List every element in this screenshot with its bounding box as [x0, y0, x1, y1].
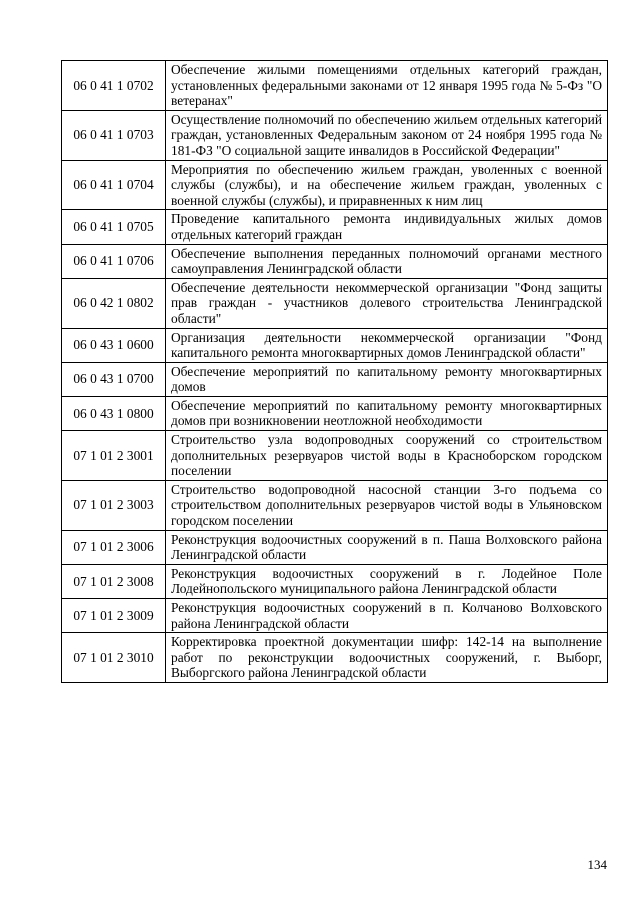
- row-description-cell: Строительство водопроводной насосной станции 3-го подъема со строительством дополнительных резервуаров чистой воды в Ульяновском городском поселении: [166, 480, 608, 530]
- row-description-cell: Корректировка проектной документации шифр: 142-14 на выполнение работ по реконструкции водоочистных сооружений, г. Выборг, Выборгского района Ленинградской области: [166, 633, 608, 683]
- table-row: [62, 530, 608, 564]
- row-description-cell: Обеспечение мероприятий по капитальному ремонту многоквартирных домов: [166, 362, 608, 396]
- row-code-cell: 07 1 01 2 3003: [62, 480, 166, 530]
- document-page: [61, 60, 608, 683]
- row-description-cell: Обеспечение жилыми помещениями отдельных категорий граждан, установленных федеральными законами от 12 января 1995 года № 5-Фз "О ветеранах": [166, 61, 608, 111]
- table-row: [62, 396, 608, 430]
- row-code-cell: 06 0 41 1 0702: [62, 61, 166, 111]
- table-row: [62, 599, 608, 633]
- row-code-cell: 06 0 41 1 0705: [62, 210, 166, 244]
- row-description-cell: Мероприятия по обеспечению жильем граждан, уволенных с военной службы (службы), и на обеспечение жильем граждан, уволенных с военной службы (службы), и приравненных к ним лиц: [166, 160, 608, 210]
- row-description-cell: Осуществление полномочий по обеспечению жильем отдельных категорий граждан, установленных Федеральным законом от 24 ноября 1995 года № 181-ФЗ "О социальной защите инвалидов в Российской Федерации": [166, 110, 608, 160]
- row-code-cell: 07 1 01 2 3009: [62, 599, 166, 633]
- table-row: [62, 160, 608, 210]
- row-description-cell: Проведение капитального ремонта индивидуальных жилых домов отдельных категорий граждан: [166, 210, 608, 244]
- table-row: [62, 110, 608, 160]
- row-description-cell: Строительство узла водопроводных сооружений со строительством дополнительных резервуаров чистой воды в Красноборском городском поселении: [166, 431, 608, 481]
- table-row: [62, 431, 608, 481]
- row-code-cell: 06 0 41 1 0706: [62, 244, 166, 278]
- row-description-cell: Реконструкция водоочистных сооружений в п. Паша Волховского района Ленинградской области: [166, 530, 608, 564]
- table-row: [62, 480, 608, 530]
- row-code-cell: 06 0 42 1 0802: [62, 278, 166, 328]
- budget-classification-table: [61, 60, 608, 683]
- row-description-cell: Обеспечение деятельности некоммерческой организации "Фонд защиты прав граждан - участников долевого строительства Ленинградской области": [166, 278, 608, 328]
- row-code-cell: 06 0 43 1 0600: [62, 328, 166, 362]
- row-code-cell: 07 1 01 2 3006: [62, 530, 166, 564]
- page-number: 134: [587, 857, 607, 872]
- row-description-cell: Обеспечение выполнения переданных полномочий органами местного самоуправления Ленинградской области: [166, 244, 608, 278]
- row-description-cell: Реконструкция водоочистных сооружений в п. Колчаново Волховского района Ленинградской области: [166, 599, 608, 633]
- table-row: [62, 244, 608, 278]
- table-row: [62, 564, 608, 598]
- row-code-cell: 06 0 41 1 0703: [62, 110, 166, 160]
- table-row: [62, 633, 608, 683]
- table-row: [62, 362, 608, 396]
- row-description-cell: Обеспечение мероприятий по капитальному ремонту многоквартирных домов при возникновении неотложной необходимости: [166, 396, 608, 430]
- table-row: [62, 61, 608, 111]
- row-code-cell: 06 0 43 1 0800: [62, 396, 166, 430]
- row-code-cell: 07 1 01 2 3001: [62, 431, 166, 481]
- row-code-cell: 07 1 01 2 3008: [62, 564, 166, 598]
- row-code-cell: 07 1 01 2 3010: [62, 633, 166, 683]
- row-code-cell: 06 0 43 1 0700: [62, 362, 166, 396]
- row-code-cell: 06 0 41 1 0704: [62, 160, 166, 210]
- table-body: [62, 61, 608, 683]
- row-description-cell: Организация деятельности некоммерческой организации "Фонд капитального ремонта многоквартирных домов Ленинградской области": [166, 328, 608, 362]
- table-row: [62, 278, 608, 328]
- table-row: [62, 328, 608, 362]
- table-row: [62, 210, 608, 244]
- row-description-cell: Реконструкция водоочистных сооружений в г. Лодейное Поле Лодейнопольского муниципального района Ленинградской области: [166, 564, 608, 598]
